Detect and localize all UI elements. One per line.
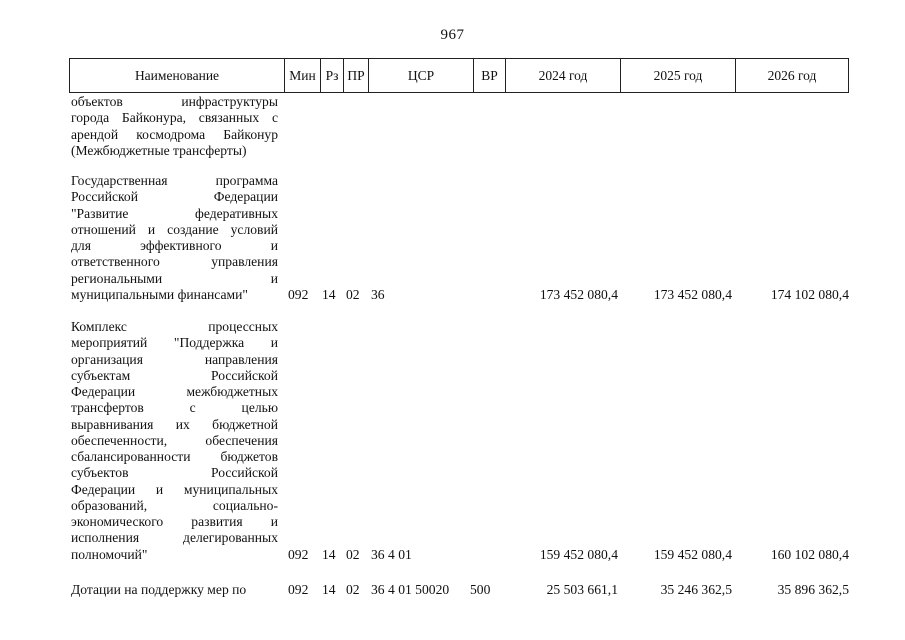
- cell-name: [71, 582, 278, 598]
- header-name: Наименование: [134, 68, 220, 83]
- name-line: субъектов Российской: [71, 465, 278, 481]
- name-line: субъектам Российской: [71, 367, 278, 383]
- name-line: экономического развития и: [71, 514, 278, 529]
- name-line: трансфертов с целью: [71, 400, 278, 416]
- name-line: "Развитие федеративных: [71, 205, 278, 221]
- cell-csr: 36 4 01: [371, 546, 412, 562]
- cell-pr: 02: [346, 546, 360, 562]
- name-line: ответственного управления: [71, 254, 278, 270]
- cell-2026: 35 896 362,5: [777, 582, 849, 597]
- name-line: Комплекс процессных: [71, 319, 278, 334]
- name-line: для эффективного и: [71, 238, 278, 253]
- name-line: мероприятий "Поддержка и: [71, 335, 278, 351]
- name-line: Федерации и муниципальных: [71, 481, 278, 497]
- page-number: 967: [440, 27, 465, 43]
- name-line: города Байконура, связанных с: [71, 110, 278, 126]
- cell-pr: 02: [346, 286, 360, 302]
- cell-csr: 36: [371, 286, 385, 302]
- header-2025: 2025 год: [653, 68, 703, 83]
- table-header: [69, 58, 849, 93]
- header-vr: ВР: [481, 68, 498, 83]
- cell-2025: 159 452 080,4: [653, 546, 732, 562]
- name-line: муниципальными финансами": [71, 286, 248, 302]
- cell-rz: 14: [322, 582, 336, 597]
- name-line: организация направления: [71, 351, 278, 367]
- name-line: Российской Федерации: [71, 189, 278, 205]
- header-csr: ЦСР: [407, 68, 435, 83]
- name-line: Дотации на поддержку мер по: [71, 582, 247, 597]
- header-2024: 2024 год: [538, 68, 588, 83]
- name-line: исполнения делегированных: [71, 530, 278, 546]
- cell-name: [71, 94, 278, 159]
- cell-2026: 160 102 080,4: [770, 546, 849, 562]
- name-line: отношений и создание условий: [71, 221, 278, 237]
- name-line: полномочий": [71, 546, 148, 562]
- name-line: Государственная программа: [71, 173, 278, 188]
- cell-name: [71, 173, 278, 303]
- cell-csr: 36 4 01 50020: [371, 582, 450, 597]
- name-line: Федерации межбюджетных: [71, 384, 278, 399]
- cell-name: [71, 319, 278, 563]
- cell-rz: 14: [322, 286, 336, 302]
- header-min: Мин: [289, 68, 316, 83]
- name-line: (Межбюджетные трансферты): [71, 142, 247, 158]
- cell-2026: 174 102 080,4: [770, 286, 849, 302]
- name-line: обеспеченности, обеспечения: [71, 432, 278, 448]
- cell-pr: 02: [346, 582, 360, 597]
- name-line: объектов инфраструктуры: [71, 94, 278, 109]
- cell-min: 092: [288, 582, 309, 597]
- cell-2025: 173 452 080,4: [653, 286, 732, 302]
- name-line: арендой космодрома Байконур: [71, 126, 278, 142]
- cell-2024: 25 503 661,1: [546, 582, 618, 597]
- cell-min: 092: [288, 286, 309, 302]
- name-line: образований, социально-: [71, 497, 278, 513]
- header-rz: Рз: [325, 68, 339, 83]
- header-pr: ПР: [347, 68, 365, 83]
- name-line: сбалансированности бюджетов: [71, 449, 278, 464]
- cell-vr: 500: [470, 582, 491, 597]
- cell-min: 092: [288, 546, 309, 562]
- name-line: региональными и: [71, 270, 278, 286]
- header-2026: 2026 год: [767, 68, 817, 83]
- name-line: выравнивания их бюджетной: [71, 416, 278, 432]
- cell-2024: 173 452 080,4: [539, 286, 618, 302]
- cell-2025: 35 246 362,5: [660, 582, 732, 597]
- cell-2024: 159 452 080,4: [539, 546, 618, 562]
- cell-rz: 14: [322, 546, 336, 562]
